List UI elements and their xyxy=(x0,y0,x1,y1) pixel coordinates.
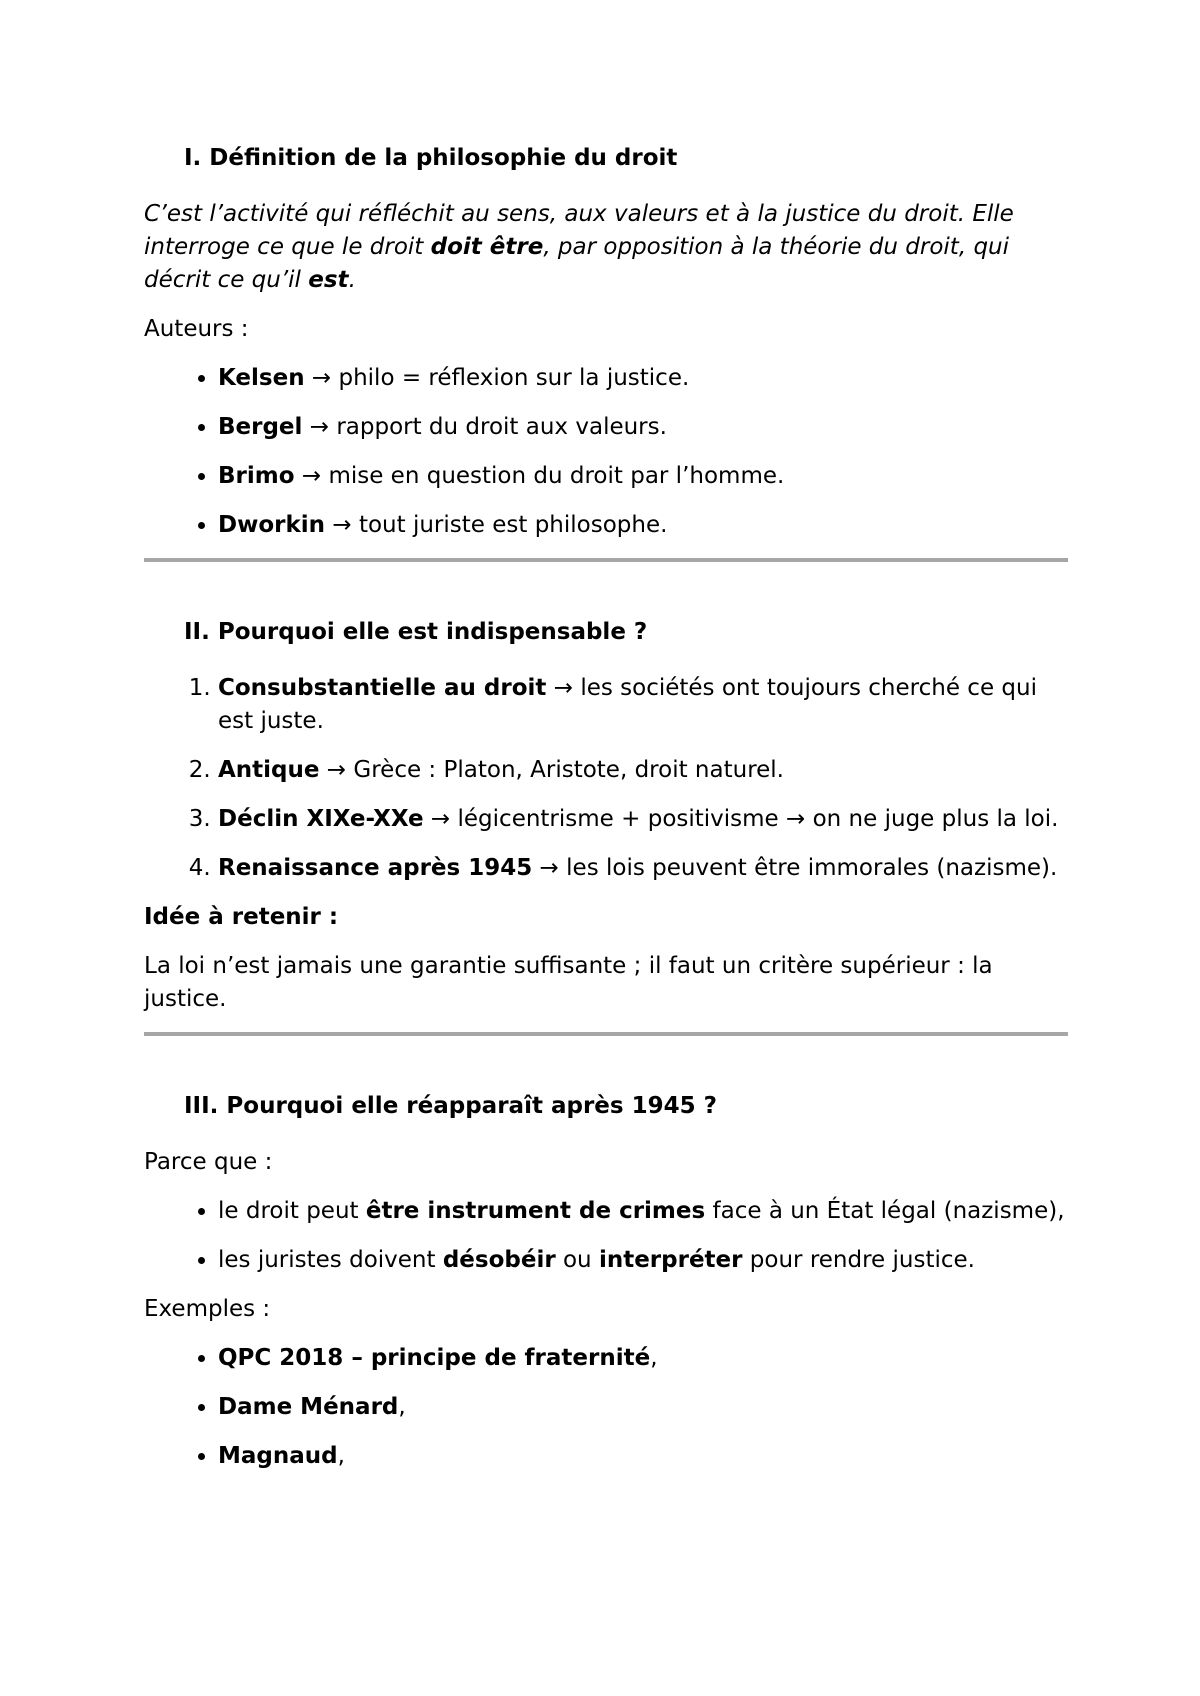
section-reappearance xyxy=(144,1090,1068,1473)
item-heading: Déclin XIXe-XXe xyxy=(218,806,424,832)
section-indispensable xyxy=(144,616,1068,1036)
item-heading: Consubstantielle au droit xyxy=(218,675,547,701)
list-item xyxy=(218,1244,1068,1277)
list-item xyxy=(218,362,1068,395)
author-name: Dworkin xyxy=(218,512,326,538)
reason-text: pour rendre justice. xyxy=(742,1247,975,1273)
arrow-icon: → xyxy=(302,414,337,440)
author-name: Bergel xyxy=(218,414,303,440)
author-name: Brimo xyxy=(218,463,295,489)
example-suffix: , xyxy=(337,1443,345,1469)
section-title: III. Pourquoi elle réapparaît après 1945 ? xyxy=(184,1093,717,1119)
item-text: légicentrisme + positivisme → on ne juge plus la loi. xyxy=(457,806,1059,832)
reason-text: ou xyxy=(555,1247,599,1273)
definition-text: C’est l’activité qui réfléchit au sens, aux valeurs et à la justice du droit. Elle interroge ce que le droit xyxy=(144,201,1014,260)
example-suffix: , xyxy=(650,1345,658,1371)
list-item xyxy=(218,672,1068,738)
reasons-numbered-list xyxy=(144,672,1068,885)
reason-text: face à un État légal (nazisme), xyxy=(705,1198,1065,1224)
key-idea-label: Idée à retenir : xyxy=(144,904,339,930)
section-divider xyxy=(144,1032,1068,1036)
reason-text: les juristes doivent xyxy=(218,1247,443,1273)
item-heading: Renaissance après 1945 xyxy=(218,855,533,881)
author-description: philo = réflexion sur la justice. xyxy=(338,365,690,391)
reason-text: le droit peut xyxy=(218,1198,366,1224)
item-text: Grèce : Platon, Aristote, droit naturel. xyxy=(353,757,784,783)
reason-emphasis: interpréter xyxy=(598,1247,743,1273)
arrow-icon: → xyxy=(304,365,339,391)
author-description: mise en question du droit par l’homme. xyxy=(328,463,785,489)
definition-text: , par opposition à la théorie du droit, qui décrit ce qu’il xyxy=(144,234,1010,293)
list-item xyxy=(218,1391,1068,1424)
because-label: Parce que : xyxy=(144,1149,273,1175)
list-item xyxy=(218,411,1068,444)
section-title: I. Définition de la philosophie du droit xyxy=(184,145,678,171)
arrow-icon: → xyxy=(294,463,329,489)
list-item xyxy=(218,754,1068,787)
definition-emphasis: doit être xyxy=(430,234,544,260)
list-item xyxy=(218,1342,1068,1375)
authors-label: Auteurs : xyxy=(144,316,249,342)
document-content xyxy=(144,142,1068,1473)
section-divider xyxy=(144,558,1068,562)
item-text: les sociétés ont toujours cherché ce qui est juste. xyxy=(218,675,1037,734)
list-item xyxy=(218,509,1068,542)
arrow-icon: → xyxy=(325,512,359,538)
example-name: Dame Ménard xyxy=(218,1394,399,1420)
arrow-icon: → xyxy=(546,675,581,701)
authors-list xyxy=(144,362,1068,542)
section-title: II. Pourquoi elle est indispensable ? xyxy=(184,619,648,645)
section-definition xyxy=(144,142,1068,562)
reason-emphasis: désobéir xyxy=(442,1247,556,1273)
list-item xyxy=(218,1195,1068,1228)
list-item xyxy=(218,803,1068,836)
reasons-list xyxy=(144,1195,1068,1277)
arrow-icon: → xyxy=(319,757,354,783)
examples-label: Exemples : xyxy=(144,1296,271,1322)
item-text: les lois peuvent être immorales (nazisme). xyxy=(566,855,1058,881)
item-heading: Antique xyxy=(218,757,320,783)
examples-list xyxy=(144,1342,1068,1473)
definition-emphasis: est xyxy=(308,267,349,293)
example-suffix: , xyxy=(398,1394,406,1420)
author-description: tout juriste est philosophe. xyxy=(358,512,668,538)
author-name: Kelsen xyxy=(218,365,305,391)
example-name: Magnaud xyxy=(218,1443,338,1469)
example-name: QPC 2018 – principe de fraternité xyxy=(218,1345,651,1371)
arrow-icon: → xyxy=(532,855,567,881)
arrow-icon: → xyxy=(423,806,458,832)
list-item xyxy=(218,852,1068,885)
author-description: rapport du droit aux valeurs. xyxy=(336,414,667,440)
list-item xyxy=(218,460,1068,493)
key-idea-text: La loi n’est jamais une garantie suffisante ; il faut un critère supérieur : la justice. xyxy=(144,953,993,1012)
definition-text: . xyxy=(348,267,356,293)
list-item xyxy=(218,1440,1068,1473)
definition-paragraph xyxy=(144,198,1068,297)
reason-emphasis: être instrument de crimes xyxy=(365,1198,706,1224)
